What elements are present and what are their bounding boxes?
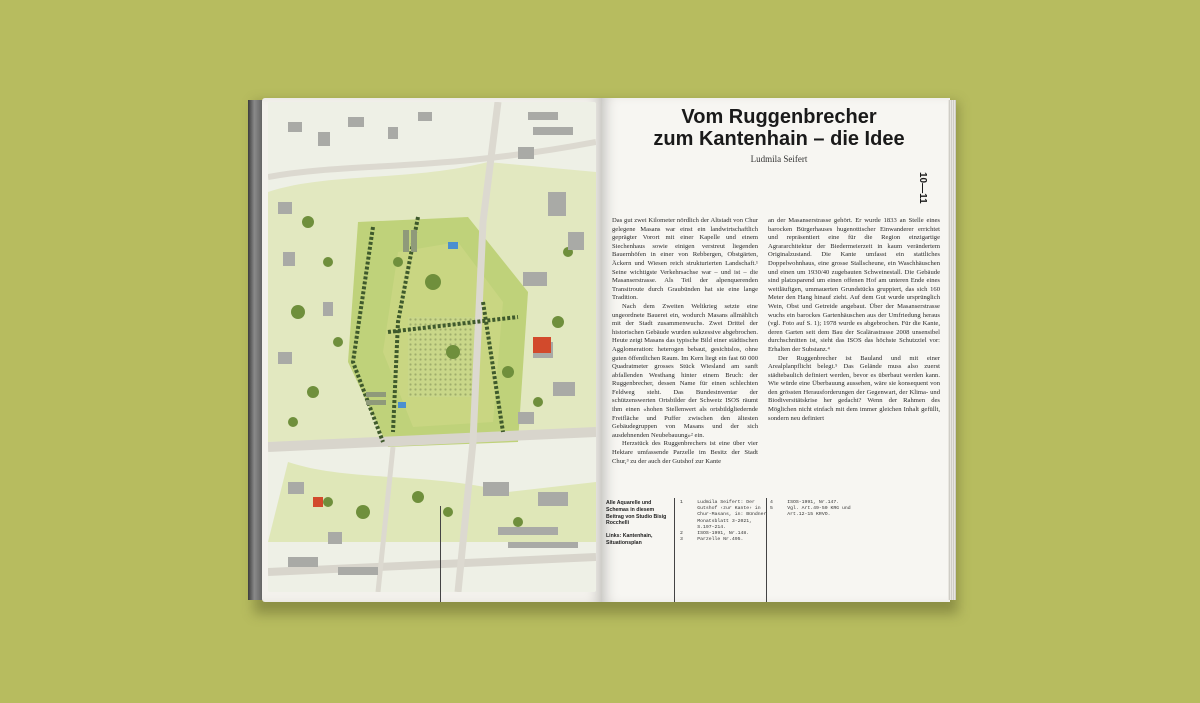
site-plan-illustration: [268, 102, 596, 592]
paragraph: Nach dem Zweiten Weltkrieg setzte eine ungeordnete Bauerei ein, wodurch Masans allmählich mit der Stadt zusammenwuchs. Zwei Drittel der historischen Gebäude wurden sukzessive abgebrochen. Heute zeigt Masans das typische Bild einer städtischen Agglomeration: heterogen bebaut, gesichtslos, ohne guten öffentlichen Raum. Im Kern liegt ein fast 60 000 Quadratmeter grosses Stück Wiesland am sanft abfallenden Westhang hinter einem Bruch: der Ruggenbrecher, dessen Name für einen schlechten Feldweg steht. Das Bundesinventar der schützenswerten Ortsbilder der Schweiz ISOS räumt ihm einen «hohen Stellenwert als ortsbildgliedernde Freifläche und Puffer zwischen den ältesten Gebäudegruppen von Masans und der sich ausdehnenden Neubebauung»² ein.: [612, 302, 758, 439]
footnotes-block-2: 4 ISOS-1991, Nr.147. 5 Vgl. Art.49-50 KRG und Art.12-15 KRVO.: [770, 500, 851, 518]
page-stack-edge: [948, 100, 956, 600]
body-column-right: [768, 217, 940, 487]
magazine-spread: [248, 92, 958, 610]
title-line-2: zum Kantenhain – die Idee: [653, 128, 905, 150]
paragraph: Der Ruggenbrecher ist Bauland und mit einer Arealplanpflicht belegt.⁵ Das Gelände muss also zuerst städtebaulich definiert werden, bevor es überbaut werden kann. Wie würde eine Überbauung aussehen, wäre sie konsequent von den grössten Herausforderungen der Gegenwart, der Klima- und Biodiversitätskrise her gedacht? Wenn der Rahmen des Möglichen nicht einfach mit dem immer gleichen Inhalt gefüllt, sondern neu definiert: [768, 354, 940, 422]
page-numbers: 10—11: [917, 172, 928, 204]
site-plan-drawing: [268, 102, 596, 592]
left-page-rule: [440, 506, 441, 602]
footnote-rule: [674, 498, 675, 602]
footnotes-block-1: 1 Ludmila Seifert: Der Gutshof ‹zur Kante› in Chur-Masans, in: Bündner Monatsblatt 3-2021, S.197–214. 2 ISOS-1991, Nr.148. 3 Parzelle Nr.495.: [680, 500, 767, 543]
caption-left-label: Links: Kantenhain, Situationsplan: [606, 533, 653, 546]
paragraph: Das gut zwei Kilometer nördlich der Altstadt von Chur gelegene Masans war einst ein landwirtschaftlich geprägter Vorort mit einer Kapelle und einem Siechenhaus sowie einigen verstreut liegenden Bauernhöfen in einer von Rebbergen, Obstgärten, Äckern und Wiesen reich strukturierten Landschaft.¹ Seine wichtigste Verkehrsachse war – und ist – die Masanserstrasse. Als Teil der alpenquerenden Transitroute durch Graubünden hat sie eine lange Tradition.: [612, 217, 758, 302]
title-line-1: Vom Ruggenbrecher: [681, 106, 877, 128]
paragraph: Herzstück des Ruggenbrechers ist eine über vier Hektare umfassende Parzelle im Besitz der Stadt Chur,³ zu der auch der Gutshof zur Kante: [612, 440, 758, 465]
author-name: Ludmila Seifert: [750, 154, 808, 164]
article-title: [620, 106, 938, 150]
paragraph: an der Masanserstrasse gehört. Er wurde 1833 an Stelle eines barocken Bürgerhauses hugenottischer Einwanderer errichtet und repräsentiert eine für die Region einzigartige Agrararchitektur der Biedermeierzeit in kaum verändertem Originalzustand. Die Kante umfasst ein stattliches Doppelwohnhaus, eine grosse Stallscheune, ein Waschhäuschen und einen um 1930/40 zugebauten Schweinestall. Die Gebäude sind platzsparend um einen offenen Hof am unteren Ende eines weitläufigen, ummauerten Grundstücks gruppiert, das sich 160 Meter den Hang hinauf zieht. Auf dem Gut wurde ursprünglich Wein, Obst und Getreide angebaut. Über der Masanserstrasse wuchs ein barockes Gartenhäuschen aus der Umfriedung heraus (vgl. Foto auf S. 1); 1978 wurde es abgebrochen. Für die Kante, deren Garten seit dem Bau der Scalärastrasse 2008 unsensibel durchschnitten ist, sieht das ISOS das höchste Schutzziel vor: Erhalten der Substanz.⁴: [768, 217, 940, 353]
caption-credit: Alle Aquarelle und Schemas in diesem Beitrag von Studio Bisig Rocchelli: [606, 500, 667, 527]
image-caption: [606, 500, 670, 547]
body-column-left: [612, 217, 758, 489]
footnote-rule: [766, 498, 767, 602]
